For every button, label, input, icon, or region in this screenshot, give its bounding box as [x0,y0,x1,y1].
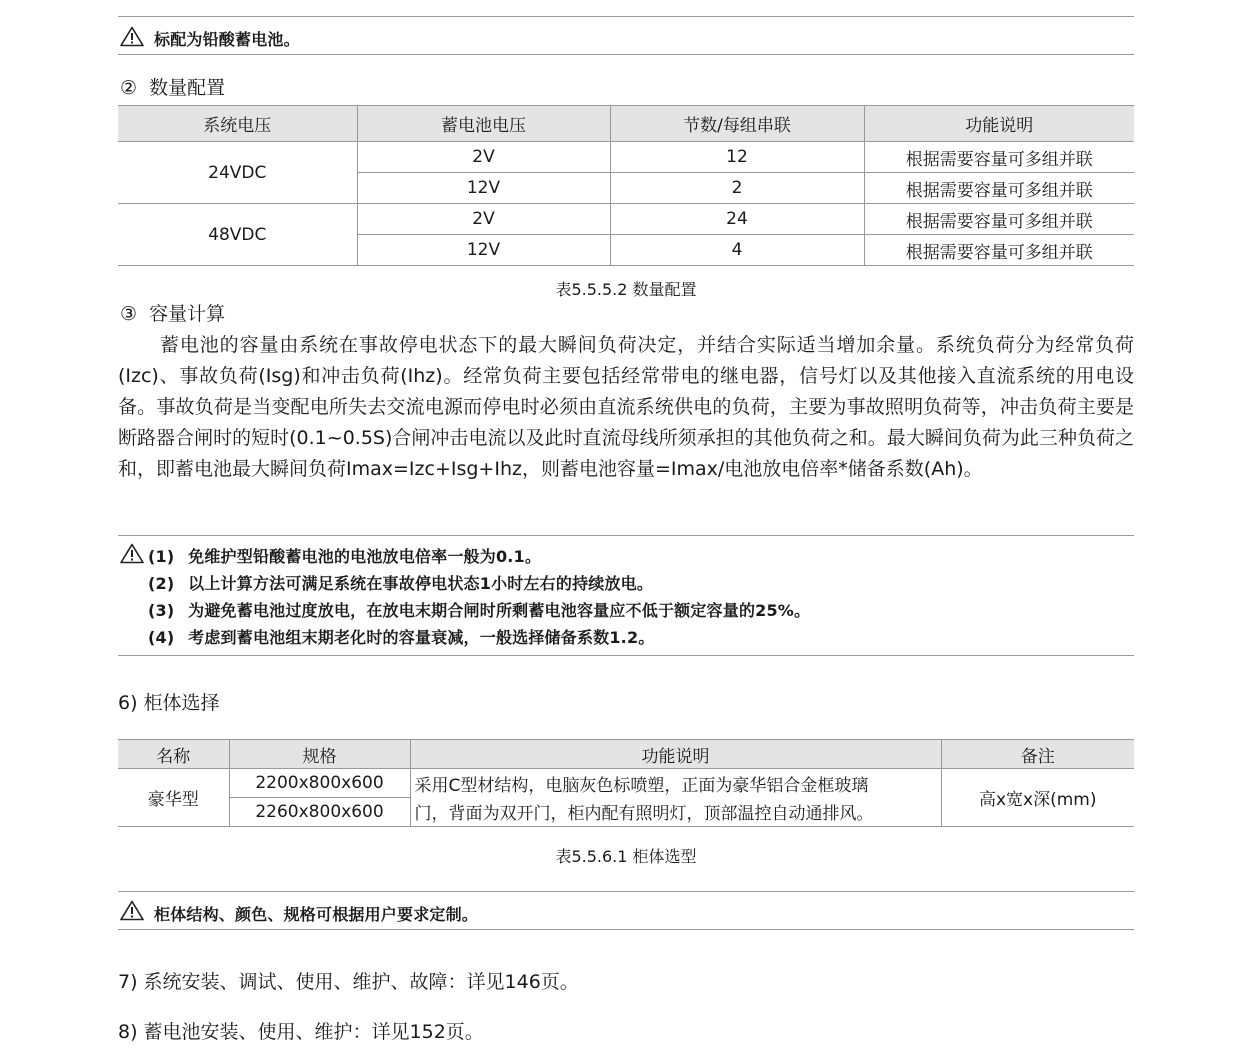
section-battery-heading: 8) 蓄电池安装、使用、维护：详见152页。 [118,1021,484,1043]
quantity-table [118,105,1134,266]
system-voltage-cell: 48VDC [118,204,357,266]
function-cell: 根据需要容量可多组并联 [864,204,1134,235]
capacity-note-4 [148,625,655,648]
capacity-paragraph: 蓄电池的容量由系统在事故停电状态下的最大瞬间负荷决定，并结合实际适当增加余量。系统负荷分为经常负荷(Izc)、事故负荷(Isg)和冲击负荷(Ihz)。经常负荷主要包括经常带电的继电器，信号灯以及其他接入直流系统的用电设备。事故负荷是当变配电所失去交流电源而停电时必须由直流系统供电的负荷，主要为事故照明负荷等，冲击负荷主要是断路器合闸时的短时(0.1~0.5S)合闸冲击电流以及此时直流母线所须承担的其他负荷之和。最大瞬间负荷为此三种负荷之和，即蓄电池最大瞬间负荷Imax=Izc+Isg+Ihz，则蓄电池容量=Imax/电池放电倍率*储备系数(Ah)。 [118,334,1134,480]
divider [118,535,1134,536]
table-header: 节数/每组串联 [610,106,864,142]
table-header: 功能说明 [410,740,941,769]
note-number: (3) [148,601,175,620]
cabinet-name-cell: 豪华型 [118,769,229,827]
section-capacity-heading [120,299,225,326]
divider [118,655,1134,656]
note-text: 为避免蓄电池过度放电，在放电末期合闸时所剩蓄电池容量应不低于额定容量的25%。 [188,601,811,620]
cell-count-cell: 2 [610,173,864,204]
section-title: 数量配置 [149,77,226,99]
section-quantity-heading [120,73,225,100]
section-cabinet-heading: 6) 柜体选择 [118,692,220,714]
cell-count-cell: 4 [610,235,864,266]
function-cell: 根据需要容量可多组并联 [864,142,1134,173]
table-header: 规格 [229,740,410,769]
note-text: 免维护型铅酸蓄电池的电池放电倍率一般为0.1。 [188,547,542,566]
divider [118,16,1134,17]
battery-voltage-cell: 2V [357,142,610,173]
capacity-note-2 [148,571,653,594]
section-number: ② [120,77,138,99]
table-caption: 表5.5.5.2 数量配置 [555,280,697,299]
function-cell-line-2: 门，背面为双开门，柜内配有照明灯，顶部温控自动通排风。 [410,798,941,827]
table-header: 蓄电池电压 [357,106,610,142]
table-header: 系统电压 [118,106,357,142]
capacity-note-1 [148,544,541,567]
table-header: 名称 [118,740,229,769]
table-row [118,769,1134,798]
cell-count-cell: 12 [610,142,864,173]
warning-triangle-icon [120,26,144,47]
table-row [118,204,1134,235]
section-title: 容量计算 [149,303,226,325]
system-voltage-cell: 24VDC [118,142,357,204]
spec-cell: 2200x800x600 [229,769,410,798]
function-cell: 根据需要容量可多组并联 [864,235,1134,266]
note-text: 以上计算方法可满足系统在事故停电状态1小时左右的持续放电。 [188,574,654,593]
note-standard-battery: 标配为铅酸蓄电池。 [154,30,300,49]
section-number: ③ [120,303,138,325]
warning-triangle-icon [120,900,144,921]
battery-voltage-cell: 12V [357,235,610,266]
table-row [118,142,1134,173]
warning-triangle-icon [120,543,144,564]
note-number: (4) [148,628,175,647]
battery-voltage-cell: 2V [357,204,610,235]
table-header: 功能说明 [864,106,1134,142]
note-number: (1) [148,547,175,566]
divider [118,891,1134,892]
function-cell: 根据需要容量可多组并联 [864,173,1134,204]
battery-voltage-cell: 12V [357,173,610,204]
cabinet-table [118,739,1134,827]
remark-cell: 高x宽x深(mm) [941,769,1134,827]
spec-cell: 2260x800x600 [229,798,410,827]
capacity-note-3 [148,598,810,621]
divider [118,929,1134,930]
section-install-heading: 7) 系统安装、调试、使用、维护、故障：详见146页。 [118,971,579,993]
note-text: 考虑到蓄电池组末期老化时的容量衰减，一般选择储备系数1.2。 [188,628,655,647]
function-cell-line-1: 采用C型材结构，电脑灰色标喷塑，正面为豪华铝合金框玻璃 [410,769,941,798]
cell-count-cell: 24 [610,204,864,235]
note-cabinet-custom: 柜体结构、颜色、规格可根据用户要求定制。 [154,905,479,924]
divider [118,54,1134,55]
note-number: (2) [148,574,175,593]
table-caption: 表5.5.6.1 柜体选型 [555,847,697,866]
table-header: 备注 [941,740,1134,769]
